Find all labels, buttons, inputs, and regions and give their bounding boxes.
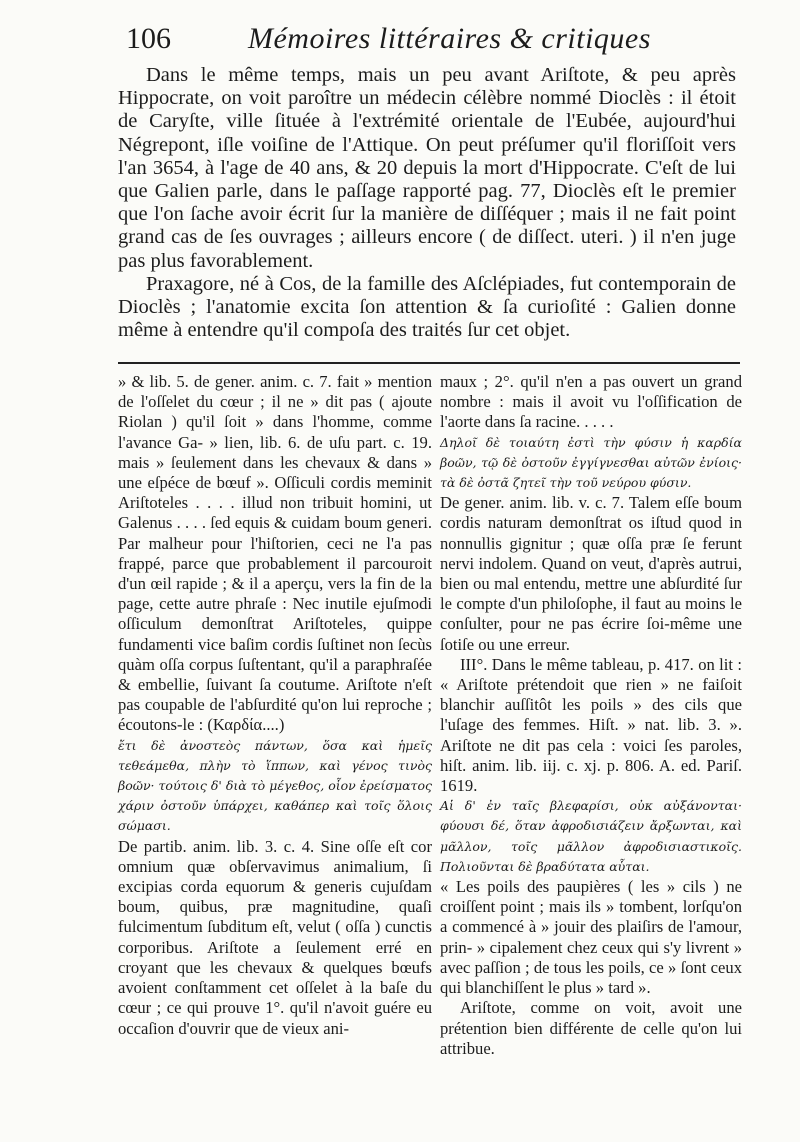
footnote-column-left [118, 372, 432, 1039]
greek-quotation: Αἱ δ' ἐν ταῖς βλεφαρίσι, οὐκ αὐξάνονται· φύουσι δέ, ὅταν ἀφροδισιάζειν ἄρξωνται, καὶ μᾶλλον, τοῖς μᾶλλον ἀφροδισιαστικοῖς. Πολιοῦνται δὲ βραδύτατα αὗται. [440, 798, 742, 874]
greek-quotation: ἔτι δὲ ἀνοστεὸς πάντων, ὅσα καὶ ἡμεῖς τεθεάμεθα, πλὴν τὸ ἵππων, καὶ γένος τινὸς βοῶν· τούτοις δ' διὰ τὸ μέγεθος, οἷον ἐρείσματος χάριν ὀστοῦν ὑπάρχει, καθάπερ καὶ τοῖς ὅλοις σώμασι. [118, 737, 432, 834]
lead-text [118, 64, 736, 342]
page-number: 106 [126, 22, 171, 55]
footnote-paragraph: De partib. anim. lib. 3. c. 4. Sine oſſe eſt cor omnium quæ obſervavimus animalium, ſi excipias corda equorum & generis cujuſdam boum, quibus, præ magnitudine, quaſi fulcimentum ſubditum eſt, velut ( oſſa ) cunctis corporibus. Ariſtote a ſeulement erré en croyant que les chevaux & quelques bœufs avoient conſtamment cet oſſelet à la baſe du cœur ; ce qui prouve 1°. qu'il n'avoit guére eu occaſion d'ouvrir que de vieux ani- [118, 836, 432, 1038]
lead-paragraph: Praxagore, né à Cos, de la famille des Aſclépiades, fut contemporain de Dioclès ; l'anatomie excita ſon attention & ſa curioſité : Galien donne même à entendre qu'il compoſa des traités ſur cet objet. [118, 272, 736, 342]
running-head: Mémoires littéraires & critiques [248, 22, 651, 55]
footnote-paragraph: Ariſtote, comme on voit, avoit une prétention bien différente de celle qu'on lui attribue. [440, 998, 742, 1058]
page-header [120, 20, 720, 68]
footnote-paragraph: III°. Dans le même tableau, p. 417. on lit : « Ariſtote prétendoit que rien » ne faiſoit blanchir auſſitôt les poils » des cils que l'uſage des femmes. Hiſt. » nat. lib. 3. ». Ariſtote ne dit pas cela : voici ſes paroles, hiſt. anim. lib. iij. c. xj. p. 806. A. ed. Pariſ. 1619. [440, 654, 742, 796]
footnote-paragraph: » & lib. 5. de gener. anim. c. 7. fait » mention de l'oſſelet du cœur ; il ne » dit pas ( ajoute Riolan ) qu'il ſoit » dans l'homme, comme l'avance Ga- » lien, lib. 6. de uſu part. c. 19. mais » ſeulement dans les chevaux & dans » une eſpéce de bœuf ». Oſſiculi cordis meminit Ariſtoteles . . . . illud non tribuit homini, ut Galenus . . . . ſed equis & cuidam boum generi. Par malheur pour l'hiſtorien, ceci ne l'a pas frappé, parce que probablement il parcouroit d'un œil rapide ; & il a aperçu, vers la fin de la page, cette autre phraſe : Nec inutile ejuſmodi oſſiculum demonſtrat Ariſtoteles, quippe fundamenti vice baſim cordis ſuſtinet non ſecùs quàm oſſa corpus ſuſtentant, qu'il a paraphraſée & embellie, ſuivant ſa coutume. Ariſtote n'eſt pas coupable de l'abſurdité qu'on lui reproche ; écoutons-le : (Καρδία....) [118, 372, 432, 735]
footnote-paragraph: De gener. anim. lib. v. c. 7. Talem eſſe boum cordis naturam demonſtrat os iſtud quod in nonnullis gignitur ; quæ oſſa præ ſe ferunt nervi indolem. Quand on veut, d'après autrui, bien ou mal entendu, mettre une abſurdité ſur le compte d'un philoſophe, il faut au moins le conſulter, pour ne pas écrire ſoi-même une ſotiſe ou une erreur. [440, 493, 742, 654]
footnote-paragraph: maux ; 2°. qu'il n'en a pas ouvert un grand nombre : mais il avoit vu l'oſſification de l'aorte dans ſa racine. . . . . [440, 372, 742, 432]
footnote-column-right [440, 372, 742, 1059]
footnote-paragraph: « Les poils des paupières ( les » cils ) ne croiſſent point ; mais ils » tombent, lorſqu'on a commencé à » jouir des plaiſirs de l'amour, prin- » cipalement chez ceux qui s'y livrent » avec paſſion ; de tous les poils, ce » ſont ceux qui blanchiſſent le plus » tard ». [440, 877, 742, 998]
greek-quotation: Δηλοῖ δὲ τοιαύτη ἐστὶ τὴν φύσιν ἡ καρδία βοῶν, τῷ δὲ ὀστοῦν ἐγγίγνεσθαι αὐτῶν ἐνίοις· τὰ δὲ ὀστᾶ ζητεῖ τὴν τοῦ νεύρου φύσιν. [440, 434, 742, 491]
footnote-divider [118, 362, 740, 364]
lead-paragraph: Dans le même temps, mais un peu avant Ariſtote, & peu après Hippocrate, on voit paroître un médecin célèbre nommé Dioclès : il étoit de Caryſte, ville ſituée à l'extrémité orientale de l'Eubée, aujourd'hui Négrepont, iſle voiſine de l'Attique. On peut préſumer qu'il floriſſoit vers l'an 3654, à l'age de 40 ans, & 20 depuis la mort d'Hippocrate. C'eſt de lui que Galien parle, dans le paſſage rapporté pag. 77, Dioclès eſt le premier que l'on ſache avoir écrit ſur la manière de diſſéquer ; mais il ne fait point grand cas de ſes ouvrages ; ailleurs encore ( de diſſect. uteri. ) il n'en juge pas plus favorablement. [118, 64, 736, 272]
